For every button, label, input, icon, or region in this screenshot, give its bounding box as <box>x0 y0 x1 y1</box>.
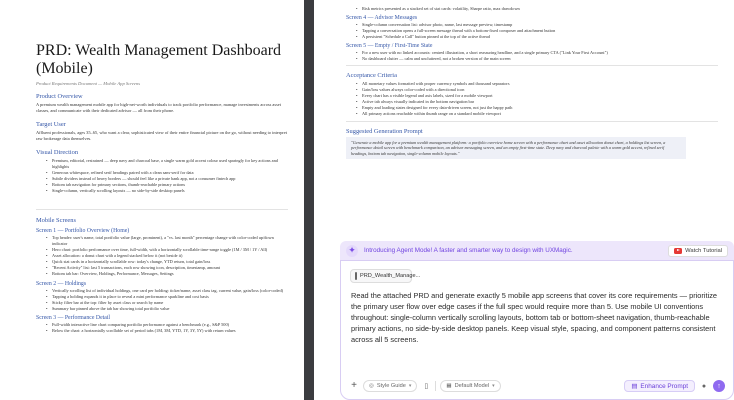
heading-acceptance-criteria: Acceptance Criteria <box>346 72 397 80</box>
heading-mobile-screens: Mobile Screens <box>36 217 76 225</box>
list-item: • "Recent Activity" list: last 5 transactions, each row showing icon, description, timestamp, amount <box>52 265 288 271</box>
list-item: • All monetary values formatted with proper currency symbols and thousand separators <box>362 81 718 87</box>
heading-product-overview: Product Overview <box>36 93 83 100</box>
list-item: • Bottom tab navigation for primary sections, thumb-reachable primary actions <box>52 182 288 188</box>
screen-4-list <box>362 22 718 40</box>
arrow-up-icon: ↑ <box>717 382 721 390</box>
section-divider <box>36 209 288 210</box>
screen-1-list <box>52 235 288 276</box>
list-item: • Vertically scrolling list of individual holdings, one card per holding: ticker/name, asset class tag, current value, gain/loss (color-coded) <box>52 288 288 294</box>
model-icon: ▦ <box>446 383 452 389</box>
screen-2-list <box>52 288 288 312</box>
screen-3-list <box>52 322 288 334</box>
list-item: • Every chart has a visible legend and axis labels, sized for a mobile viewport <box>362 93 718 99</box>
banner-message: Introducing Agent Mode! A faster and smarter way to design with UXMagic. <box>364 247 573 254</box>
list-item: • Premium, editorial, restrained — deep navy and charcoal base, a single warm gold accent colour used sparingly for key actions and highlights <box>52 158 288 170</box>
list-item: • Empty and loading states designed for every data-driven screen, not just the happy path <box>362 105 718 111</box>
heading-suggested-prompt: Suggested Generation Prompt <box>346 127 423 135</box>
list-item: • Gain/loss values always color-coded with a directional icon <box>362 87 718 93</box>
model-dropdown[interactable] <box>440 380 500 392</box>
prompt-input[interactable]: Read the attached PRD and generate exactly 5 mobile app screens that cover its core requirements — prioritize the primary user flow over edge cases if the full spec would require more than 5. Use mobile UI conventions throughout: single-column vertically scrolling layouts, bottom tab or bottom-sheet navigation, thumb-reachable primary actions, no side-by-side desktop panels. Keep visual style, spacing, and component patterns consistent across all 5 screens. <box>351 291 718 344</box>
add-button[interactable]: + <box>351 380 357 391</box>
style-guide-icon: ◎ <box>369 383 374 389</box>
list-item: • No dashboard clutter — calm and uncluttered, not a broken version of the main screen <box>362 56 718 62</box>
target-user-text: Affluent professionals, ages 35–65, who want a clear, sophisticated view of their entire financial picture on the go, without needing to interpret raw brokerage data themselves. <box>36 130 288 141</box>
list-item: • Tapping a holding expands it in place to reveal a mini performance sparkline and cost basis <box>52 294 288 300</box>
suggested-prompt-text: "Generate a mobile app for a premium wealth management platform: a portfolio overview home screen with a performance chart and asset allocation donut chart, a holdings list screen, a performance detail screen with benchmark comparison, an advisor messaging screen, and an empty first-time state. Deep navy and charcoal palette with a warm gold accent, refined serif headings, bottom tab navigation, single-column mobile layouts." <box>351 139 666 156</box>
document-title: PRD: Wealth Management Dashboard (Mobile) <box>36 42 282 77</box>
list-item: • Single-column, vertically scrolling layouts — no side-by-side desktop panels <box>52 188 288 194</box>
enhance-prompt-button[interactable] <box>624 380 695 392</box>
attachment-chip[interactable] <box>350 269 421 283</box>
section-divider <box>346 121 718 122</box>
screen-3-continued-list <box>362 6 718 12</box>
sparkle-icon: ✦ <box>346 245 358 257</box>
list-item: • A persistent "Schedule a Call" button pinned at the top of the active thread <box>362 34 718 40</box>
microphone-icon[interactable]: ● <box>701 382 707 390</box>
agent-mode-banner <box>340 241 734 260</box>
list-item: • For a new user with no linked accounts: centred illustration, a short reassuring headline, and a single primary CTA ("Link Your First Account") <box>362 50 718 56</box>
heading-screen-3: Screen 3 — Performance Detail <box>36 315 111 322</box>
file-icon <box>355 272 357 280</box>
watch-tutorial-label: Watch Tutorial <box>685 247 722 254</box>
list-item: • Full-width interactive line chart comparing portfolio performance against a benchmark (e.g., S&P 500) <box>52 322 288 328</box>
enhance-icon: ▤ <box>631 383 638 390</box>
list-item: • Single-column conversation list: advisor photo, name, last message preview, timestamp <box>362 22 718 28</box>
style-guide-label: Style Guide <box>376 383 406 389</box>
list-item: • Active tab always visually indicated in the bottom navigation bar <box>362 99 718 105</box>
list-item: • Subtle dividers instead of heavy borders — should feel like a private bank app, not a consumer fintech app <box>52 176 288 182</box>
enhance-prompt-label: Enhance Prompt <box>640 382 688 390</box>
section-divider <box>346 65 718 66</box>
document-subtitle: Product Requirements Document — Mobile App Screens <box>36 81 141 86</box>
list-item: • Summary bar pinned above the tab bar showing total portfolio value <box>52 306 288 312</box>
list-item: • Bottom tab bar: Overview, Holdings, Performance, Messages, Settings <box>52 271 288 277</box>
default-model-label: Default Model <box>454 383 490 389</box>
heading-screen-2: Screen 2 — Holdings <box>36 280 87 287</box>
list-item: • Below the chart: a horizontally scrollable set of period tabs (1M, 3M, YTD, 1Y, 3Y, 5Y) with return values <box>52 328 288 334</box>
list-item: • Risk metrics presented as a stacked set of stat cards: volatility, Sharpe ratio, max drawdown <box>362 6 718 12</box>
send-button[interactable] <box>713 380 725 392</box>
youtube-icon <box>674 248 682 254</box>
heading-screen-4: Screen 4 — Advisor Messages <box>346 14 418 21</box>
chevron-down-icon: ▾ <box>492 383 495 389</box>
product-overview-text: A premium wealth management mobile app for high-net-worth individuals to track portfolio performance, manage investments across asset classes, and communicate with their dedicated advisor — all from their phone. <box>36 102 281 113</box>
page-gutter <box>304 0 314 400</box>
suggested-prompt-block <box>346 137 686 159</box>
style-guide-dropdown[interactable] <box>363 380 417 392</box>
heading-visual-direction: Visual Direction <box>36 149 79 156</box>
visual-direction-list <box>52 158 288 193</box>
heading-target-user: Target User <box>36 121 66 128</box>
document-icon[interactable]: ▯ <box>424 383 429 390</box>
list-item: • Asset allocation: a donut chart with a legend stacked below it (not beside it) <box>52 253 288 259</box>
list-item: • All primary actions reachable within thumb range on a standard mobile viewport <box>362 111 718 117</box>
attachment-name: PRD_Wealth_Manage... <box>360 273 421 279</box>
acceptance-criteria-list <box>362 81 718 116</box>
list-item: • Hero chart: portfolio performance over time, full-width, with a horizontally scrollable time-range toggle (1M / 3M / 1Y / All) <box>52 247 288 253</box>
screen-5-list <box>362 50 718 62</box>
toolbar-divider <box>435 381 436 391</box>
list-item: • Tapping a conversation opens a full-screen message thread with a bottom-fixed composer and attachment button <box>362 28 718 34</box>
composer-toolbar <box>349 379 725 393</box>
list-item: • Generous whitespace, refined serif headings paired with a clean sans-serif for data <box>52 170 288 176</box>
prompt-composer <box>340 260 734 400</box>
watch-tutorial-button[interactable] <box>668 245 728 257</box>
list-item: • Top header: user's name, total portfolio value (large, prominent), a "vs. last month" percentage change with color-coded up/down indicator <box>52 235 288 247</box>
document-page-left <box>0 0 304 400</box>
heading-screen-5: Screen 5 — Empty / First-Time State <box>346 42 433 49</box>
chevron-down-icon: ▾ <box>408 383 412 389</box>
heading-screen-1: Screen 1 — Portfolio Overview (Home) <box>36 228 130 235</box>
list-item: • Quick stat cards in a horizontally scrollable row: today's change, YTD return, total gain/loss <box>52 259 288 265</box>
list-item: • Sticky filter bar at the top: filter by asset class or search by name <box>52 300 288 306</box>
